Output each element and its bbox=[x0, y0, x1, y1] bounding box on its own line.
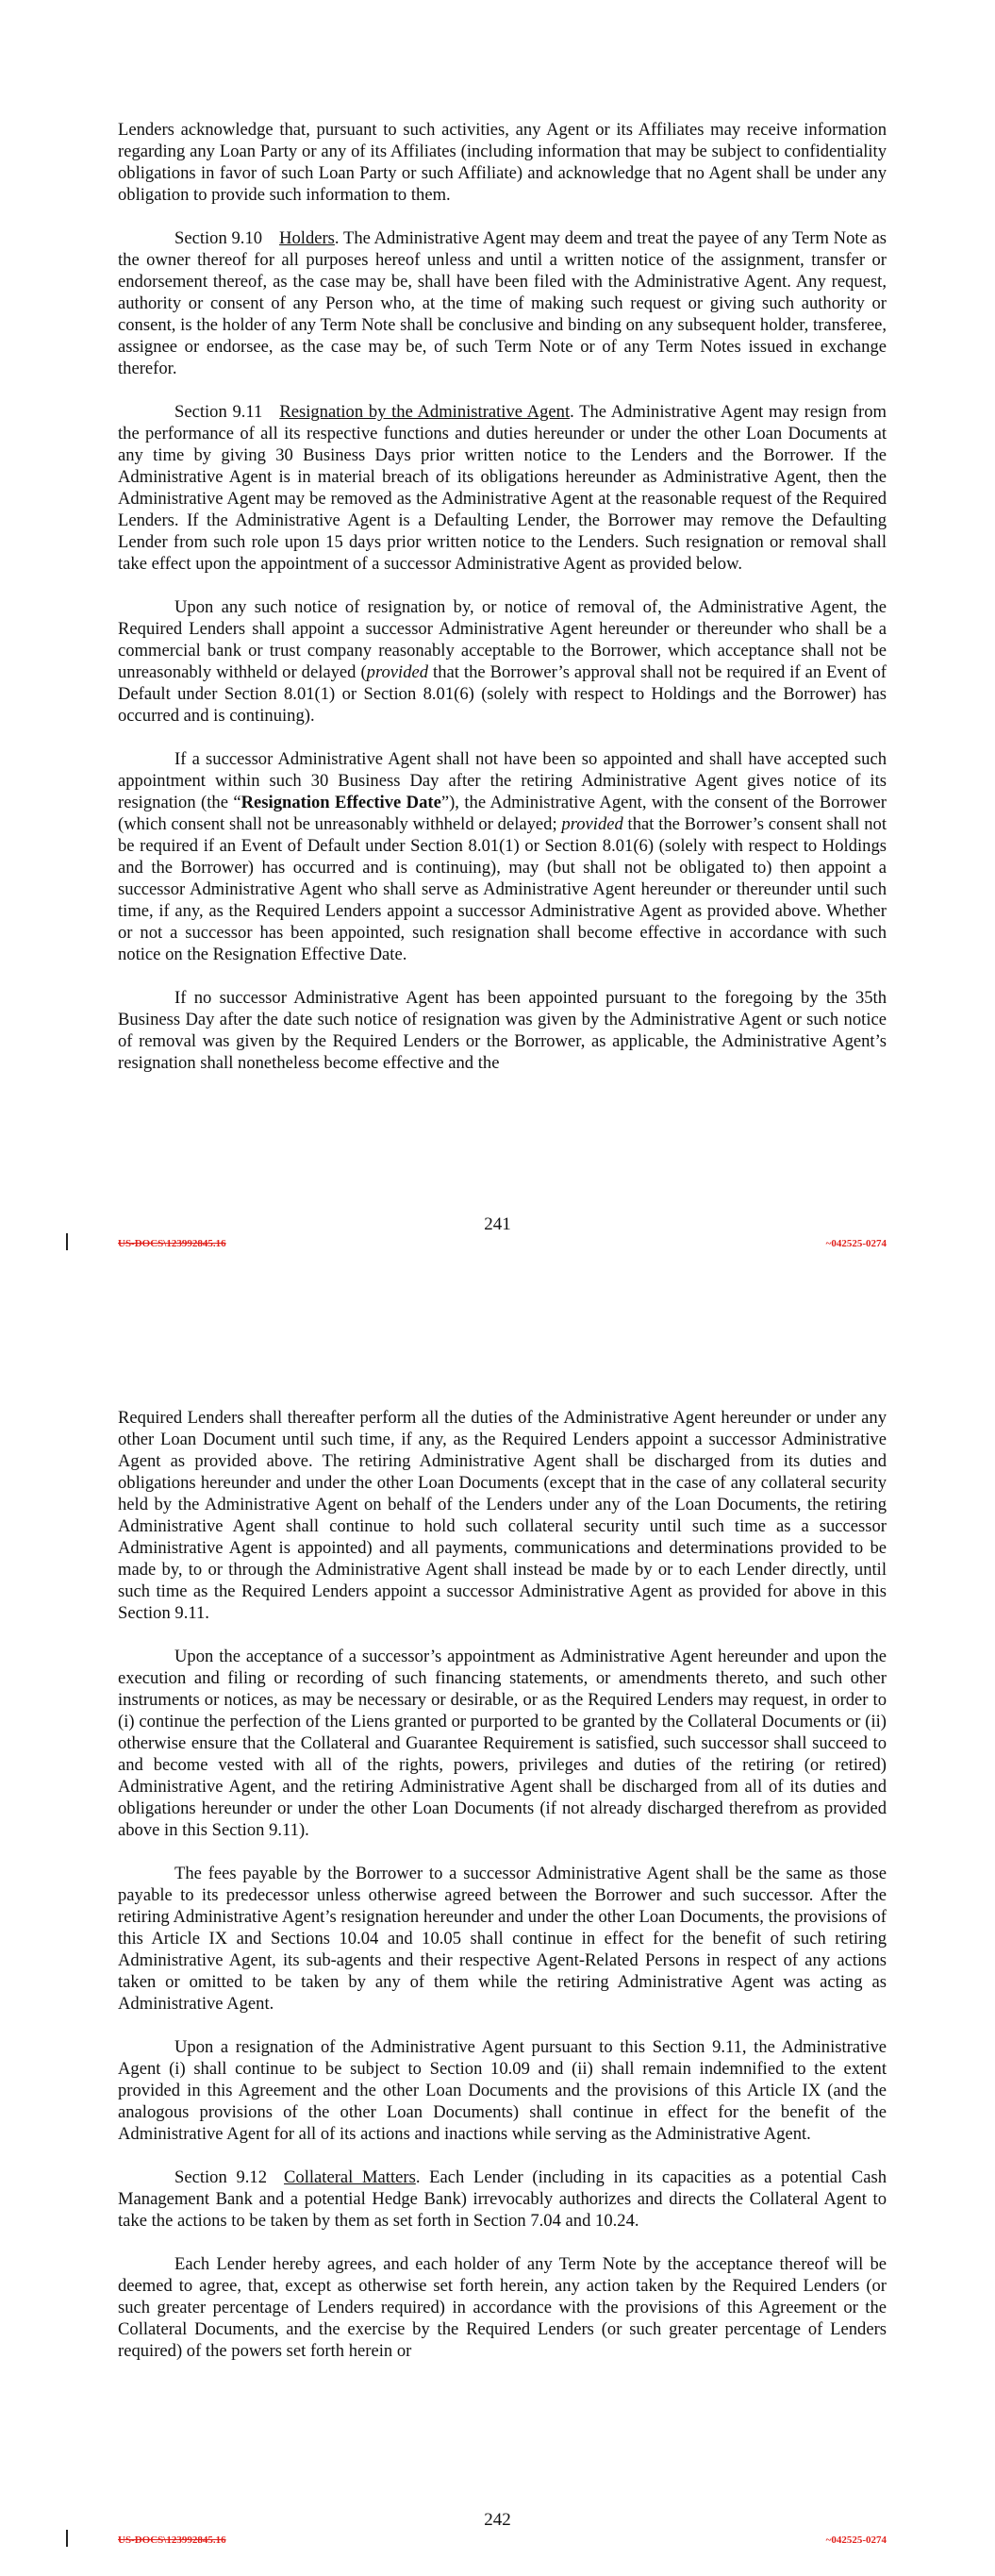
section-number: Section 9.11 bbox=[174, 402, 263, 422]
resignation-effective-paragraph bbox=[118, 748, 887, 965]
section-text: . The Administrative Agent may deem and treat the payee of any Term Note as the owner thereof for all purposes hereof unless and until a written notice of the assignment, transfer or endorsement thereof, as the case may be, shall have been filed with the Administrative Agent. Any request, authority or consent of any Person who, at the time of making such request or giving such authority or consent, is the holder of any Term Note shall be conclusive and binding on any subsequent holder, transferee, assignee or endorsee, as the case may be, of such Term Note or of any Term Notes issued in exchange therefor. bbox=[118, 228, 887, 378]
section-number: Section 9.12 bbox=[174, 2167, 268, 2187]
section-heading: Holders bbox=[279, 228, 335, 248]
paragraph-continuation: Lenders acknowledge that, pursuant to such activities, any Agent or its Affiliates may receive information regarding any Loan Party or any of its Affiliates (including information that may be subject to confidentiality obligations in favor of such Loan Party or such Affiliate) and acknowledge that no Agent shall be under any obligation to provide such information to them. bbox=[118, 120, 887, 205]
document-page-242 bbox=[0, 1406, 995, 2576]
section-heading: Collateral Matters bbox=[284, 2167, 416, 2187]
document-page-241 bbox=[0, 0, 995, 1255]
successor-appointment-paragraph bbox=[118, 596, 887, 727]
italic-term: provided bbox=[366, 662, 429, 682]
lender-agreement-paragraph: Each Lender hereby agrees, and each holder of any Term Note by the acceptance thereof will be deemed to agree, that, except as otherwise set forth herein, any action taken by the Required Lenders (or such greater percentage of Lenders required) in accordance with the provisions of this Agreement or the Collateral Documents, and the exercise by the Required Lenders (or such greater percentage of Lenders required) of the powers set forth herein or bbox=[118, 2254, 887, 2361]
page-body bbox=[118, 1407, 887, 2362]
section-9-12-paragraph bbox=[118, 2166, 887, 2232]
footer-doc-id: US-DOCS\123992845.16 bbox=[118, 2534, 226, 2546]
paragraph-text: If a successor Administrative Agent shall not have been so appointed and shall have accepted such appointment within such 30 Business Day after the retiring Administrative Agent gives notice of its resignation (the “ bbox=[118, 749, 887, 812]
successor-acceptance-paragraph: Upon the acceptance of a successor’s appointment as Administrative Agent hereunder and upon the execution and filing or recording of such financing statements, or amendments thereto, and such other instruments or notices, as may be necessary or desirable, or as the Required Lenders may request, in order to (i) continue the perfection of the Liens granted or purported to be granted by the Collateral Documents or (ii) otherwise ensure that the Collateral and Guarantee Requirement is satisfied, such successor shall succeed to and become vested with all of the rights, powers, privileges and duties of the retiring (or retired) Administrative Agent, and the retiring Administrative Agent shall be discharged from all of its duties and obligations hereunder or under the other Loan Documents (if not already discharged therefrom as provided above in this Section 9.11). bbox=[118, 1647, 887, 1840]
section-text: . Each Lender (including in its capacities as a potential Cash Management Bank and a potential Hedge Bank) irrevocably authorizes and directs the Collateral Agent to take the actions to be taken by them as set forth in Section 7.04 and 10.24. bbox=[118, 2167, 887, 2231]
resignation-indemnity-paragraph: Upon a resignation of the Administrative Agent pursuant to this Section 9.11, the Administrative Agent (i) shall continue to be subject to Section 10.09 and (ii) shall remain indemnified to the extent provided in this Agreement and the other Loan Documents and the provisions of this Article IX (and the analogous provisions of the other Loan Documents) shall continue in effect for the benefit of the Administrative Agent for all of its actions and inactions while serving as the Administrative Agent. bbox=[118, 2037, 887, 2144]
footer-matter-id: ~042525-0274 bbox=[825, 2534, 887, 2546]
section-text: . The Administrative Agent may resign from the performance of all its respective functions and duties hereunder or under the other Loan Documents at any time by giving 30 Business Days prior written notice to the Lenders and the Borrower. If the Administrative Agent is in material breach of its obligations hereunder as Administrative Agent, then the Administrative Agent may be removed as the Administrative Agent at the reasonable request of the Required Lenders. If the Administrative Agent is a Defaulting Lender, the Borrower may remove the Defaulting Lender from such role upon 15 days prior written notice to the Lenders. Such resignation or removal shall take effect upon the appointment of a successor Administrative Agent as provided below. bbox=[118, 402, 887, 574]
defined-term: Resignation Effective Date bbox=[240, 793, 441, 812]
no-successor-paragraph: If no successor Administrative Agent has been appointed pursuant to the foregoing by the 35th Business Day after the date such notice of resignation was given by the Administrative Agent or such notice of removal was given by the Required Lenders or the Borrower, as applicable, the Administrative Agent’s resignation shall nonetheless become effective and the bbox=[118, 988, 887, 1073]
paragraph-continuation: Required Lenders shall thereafter perform all the duties of the Administrative Agent hereunder or under any other Loan Document until such time, if any, as the Required Lenders appoint a successor Administrative Agent as provided above. The retiring Administrative Agent shall be discharged from its duties and obligations hereunder and under the other Loan Documents (except that in the case of any collateral security held by the Administrative Agent on behalf of the Lenders under any of the Loan Documents, the retiring Administrative Agent shall continue to hold such collateral security until such time as a successor Administrative Agent is appointed) and all payments, communications and determinations provided to be made by, to or through the Administrative Agent shall instead be made by or to each Lender directly, until such time as the Required Lenders appoint a successor Administrative Agent as provided for above in this Section 9.11. bbox=[118, 1408, 887, 1623]
section-heading: Resignation by the Administrative Agent bbox=[279, 402, 571, 422]
footer-doc-id: US-DOCS\123992845.16 bbox=[118, 1238, 226, 1249]
section-9-10-paragraph bbox=[118, 227, 887, 379]
paragraph-text: Upon any such notice of resignation by, or notice of removal of, the Administrative Agent, the Required Lenders shall appoint a successor Administrative Agent hereunder or thereunder who shall be a commercial bank or trust company reasonably acceptable to the Borrower, which acceptance shall not be unreasonably withheld or delayed ( bbox=[118, 597, 887, 682]
change-bar bbox=[66, 1233, 68, 1250]
footer-matter-id: ~042525-0274 bbox=[825, 1238, 887, 1249]
italic-term: provided bbox=[561, 814, 623, 834]
section-9-11-paragraph bbox=[118, 401, 887, 575]
paragraph-text: ”), the Administrative Agent, with the consent of the Borrower (which consent shall not be unreasonably withheld or delayed; bbox=[118, 793, 887, 834]
section-number: Section 9.10 bbox=[174, 228, 263, 248]
successor-fees-paragraph: The fees payable by the Borrower to a successor Administrative Agent shall be the same as those payable to its predecessor unless otherwise agreed between the Borrower and such successor. After the retiring Administrative Agent’s resignation hereunder and under the other Loan Documents, the provisions of this Article IX and Sections 10.04 and 10.05 shall continue in effect for the benefit of such retiring Administrative Agent, its sub-agents and their respective Agent-Related Persons in respect of any actions taken or omitted to be taken by any of them while the retiring Administrative Agent was acting as Administrative Agent. bbox=[118, 1864, 887, 2014]
page-body bbox=[118, 119, 887, 1074]
page-number: 241 bbox=[484, 1214, 511, 1234]
page-number: 242 bbox=[484, 2510, 511, 2530]
change-bar bbox=[66, 2530, 68, 2547]
paragraph-text: that the Borrower’s consent shall not be required if an Event of Default under Section 8.01(1) or Section 8.01(6) (solely with respect to Holdings and the Borrower) has occurred and is continuing), may (but shall not be obligated to) then appoint a successor Administrative Agent who shall serve as Administrative Agent hereunder or thereunder until such time, if any, as the Required Lenders appoint a successor Administrative Agent as provided above. Whether or not a successor has been appointed, such resignation shall become effective in accordance with such notice on the Resignation Effective Date. bbox=[118, 814, 887, 964]
paragraph-text: that the Borrower’s approval shall not be required if an Event of Default under Section 8.01(1) or Section 8.01(6) (solely with respect to Holdings and the Borrower) has occurred and is continuing). bbox=[118, 662, 887, 726]
